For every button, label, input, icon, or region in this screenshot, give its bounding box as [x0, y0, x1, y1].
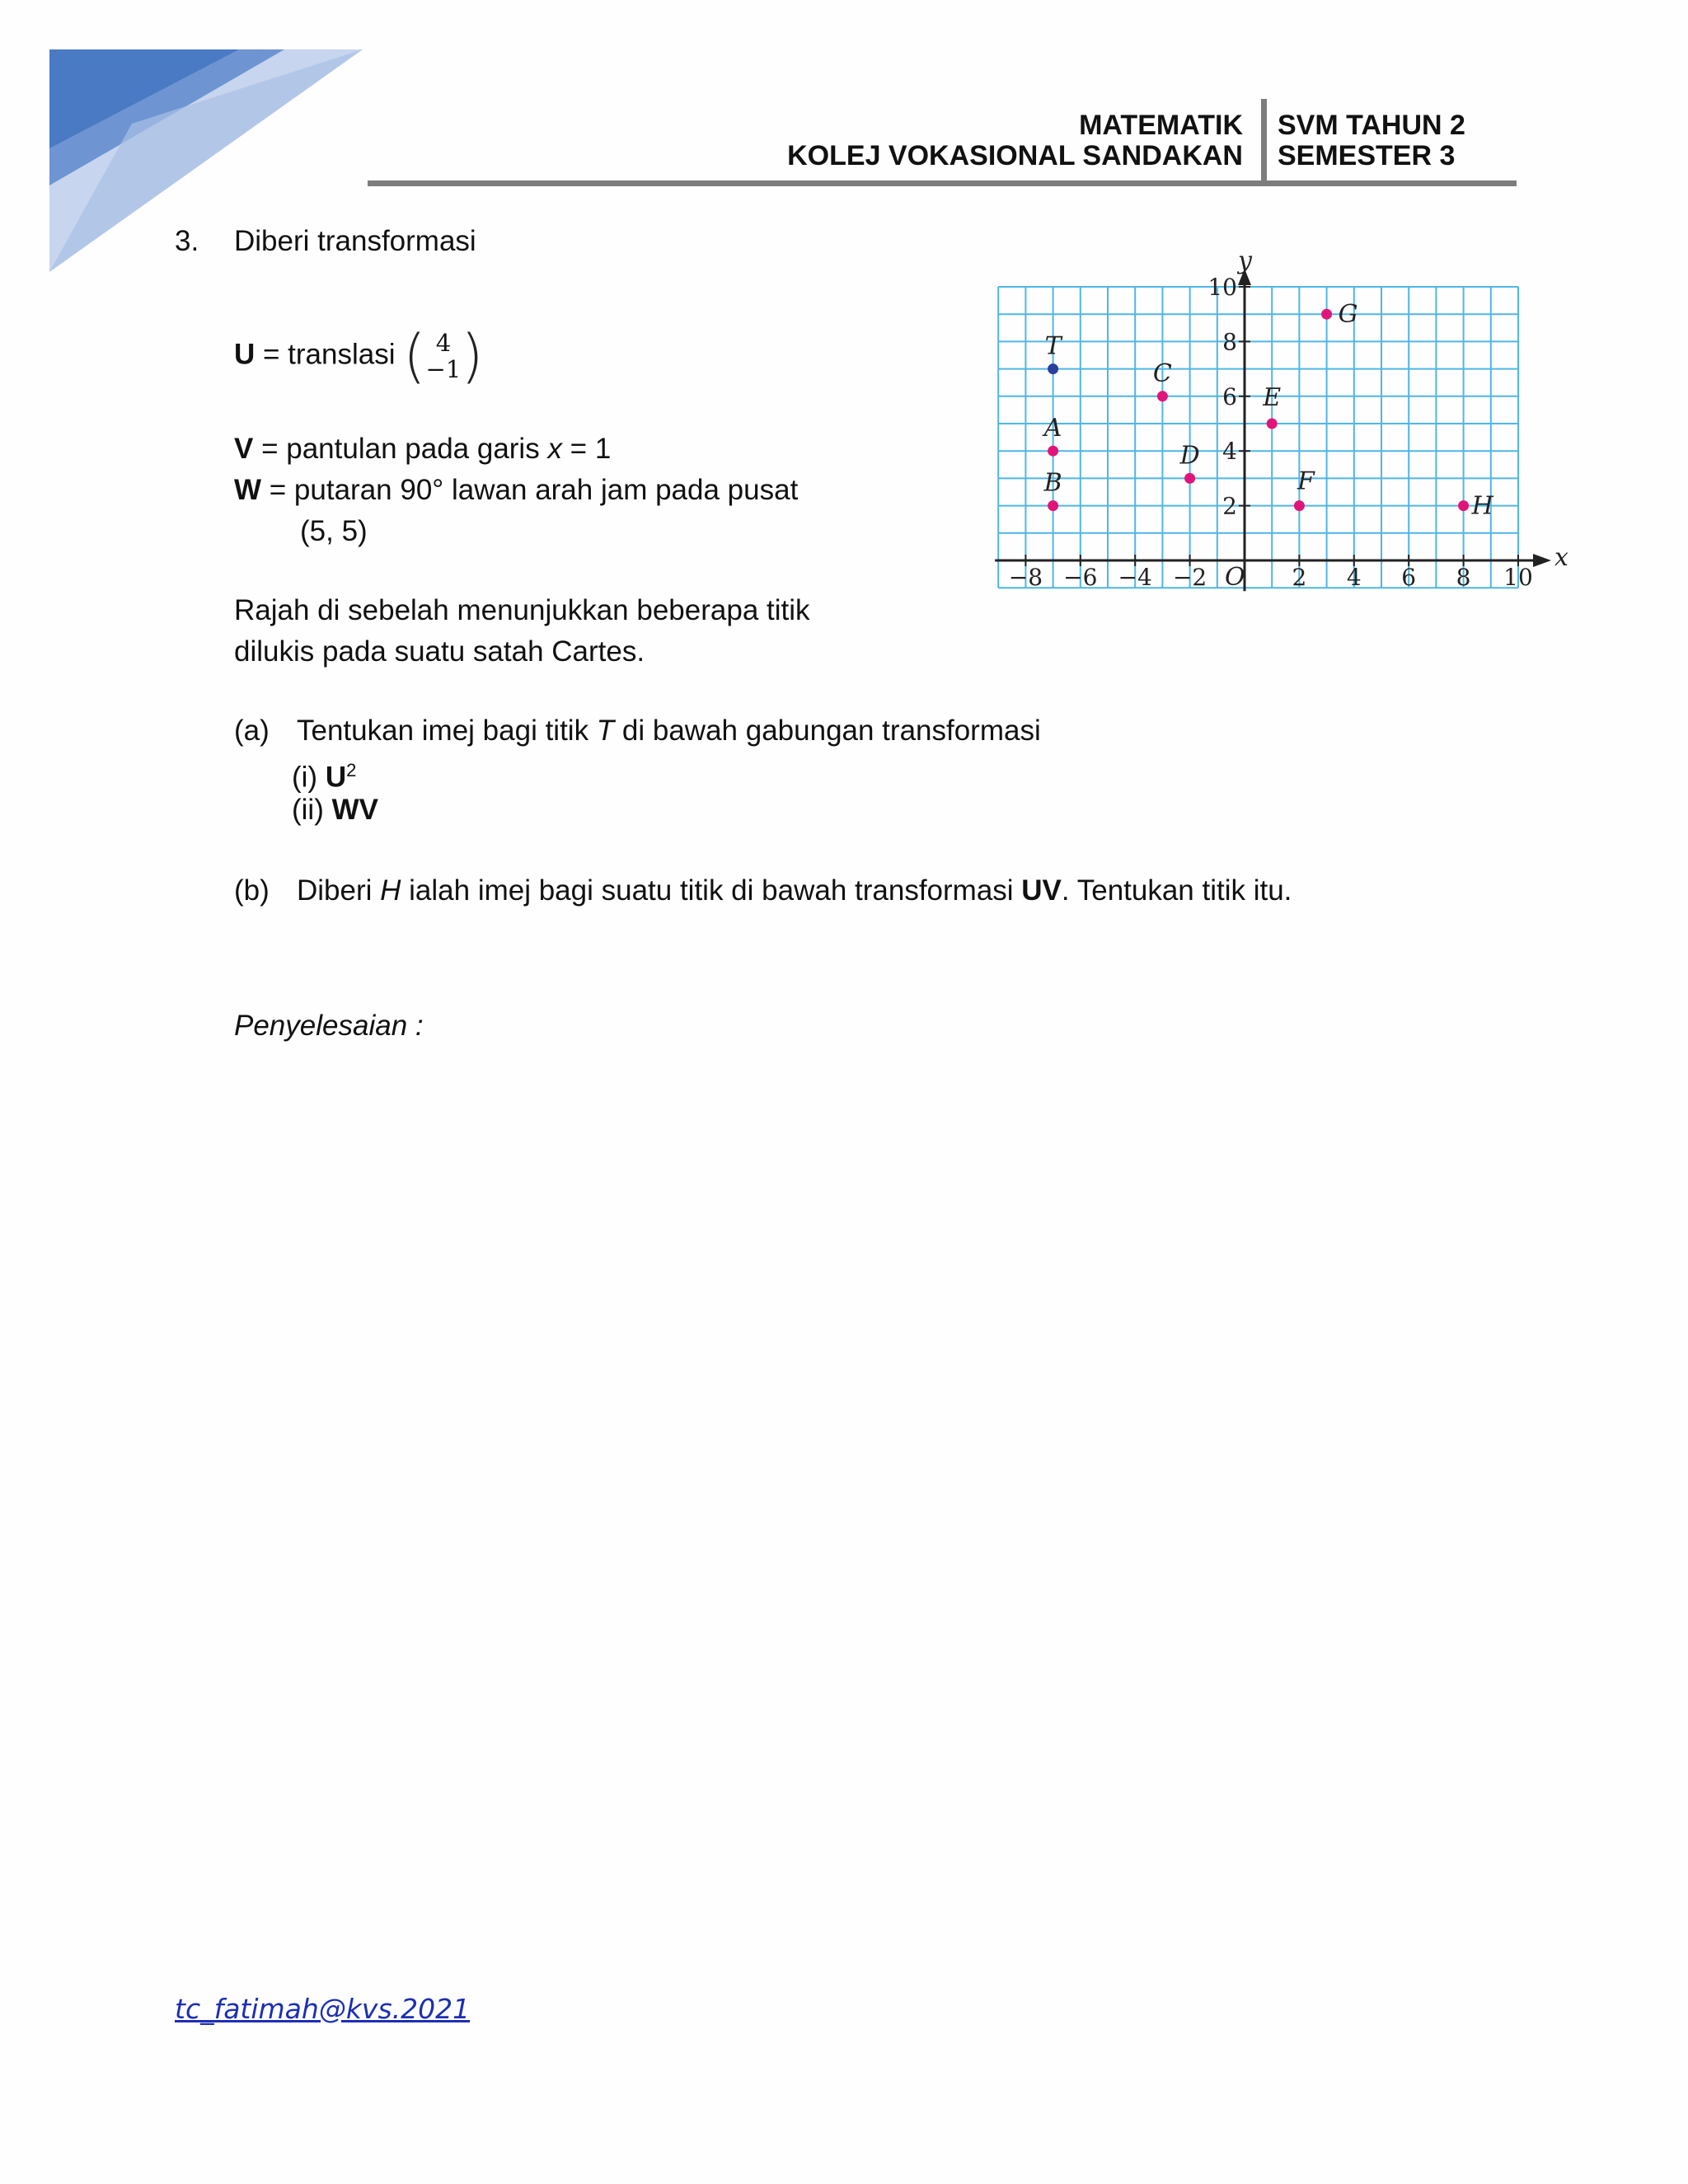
header-divider	[1261, 99, 1267, 185]
x-tick-label: −2	[1172, 564, 1207, 591]
solution-label: Penyelesaian :	[234, 1010, 424, 1042]
y-axis-label: y	[1238, 246, 1252, 275]
desc-line2: dilukis pada suatu satah Cartes.	[234, 635, 645, 668]
y-tick-label: 4	[1222, 438, 1237, 466]
point-c	[1157, 391, 1168, 401]
x-tick-label: 10	[1503, 564, 1533, 591]
w-text: = putaran 90° lawan arah jam pada pusat	[261, 474, 799, 506]
point-a	[1048, 446, 1058, 457]
point-f	[1294, 500, 1305, 511]
u-vector-top: 4	[435, 329, 452, 357]
x-tick-label: −6	[1063, 564, 1098, 591]
question-intro: Diberi transformasi	[234, 225, 476, 257]
v-text: = pantulan pada garis	[253, 433, 548, 465]
origin-label: O	[1225, 563, 1245, 592]
point-e	[1267, 419, 1278, 429]
w-center: (5, 5)	[300, 515, 368, 547]
part-a-label: (a)	[234, 715, 270, 747]
point-label-d: D	[1179, 441, 1200, 471]
part-b-text-after: . Tentukan titik itu.	[1061, 874, 1292, 907]
point-label-h: H	[1471, 491, 1493, 521]
part-b-text-mid: ialah imej bagi suatu titik di bawah transformasi	[401, 874, 1022, 907]
x-tick-label: 4	[1346, 564, 1362, 591]
part-a-ii-bold: WV	[331, 794, 378, 826]
transform-w	[234, 473, 798, 508]
header-left	[584, 110, 1243, 171]
footer-email: tc_fatimah@kvs.2021	[175, 1993, 471, 2025]
part-b-var: H	[380, 874, 401, 907]
part-b-label: (b)	[234, 874, 270, 907]
point-b	[1048, 500, 1058, 511]
point-label-f: F	[1296, 466, 1315, 496]
v-var: x	[547, 433, 562, 465]
part-a-i-sup: 2	[346, 760, 357, 780]
desc-line1: Rajah di sebelah menunjukkan beberapa titik	[234, 594, 810, 626]
point-t	[1048, 363, 1058, 374]
w-name: W	[234, 474, 262, 506]
x-tick-label: 6	[1401, 564, 1417, 591]
point-label-e: E	[1263, 383, 1282, 412]
part-a-i-bold: U	[325, 761, 347, 794]
part-a-text	[297, 714, 1041, 748]
header-subject: MATEMATIK	[1079, 110, 1243, 141]
question-number: 3.	[175, 225, 199, 257]
y-tick-label: 8	[1222, 328, 1237, 356]
point-label-b: B	[1043, 468, 1062, 498]
part-a-i	[292, 753, 356, 795]
part-a-i-label: (i)	[292, 761, 326, 794]
part-a-ii-label: (ii)	[292, 794, 332, 826]
cartesian-plane	[993, 229, 1587, 608]
part-a-text-before: Tentukan imej bagi titik	[297, 715, 597, 747]
header-right	[1278, 110, 1465, 171]
transform-v	[234, 432, 611, 466]
v-name: V	[234, 433, 254, 465]
y-tick-label: 2	[1222, 492, 1237, 520]
u-vector-bottom: −1	[425, 355, 462, 383]
part-a-text-after: di bawah gabungan transformasi	[614, 715, 1041, 747]
part-b-text-before: Diberi	[297, 874, 381, 907]
y-tick-label: 6	[1222, 382, 1237, 410]
part-b-text	[297, 874, 1292, 908]
x-tick-label: 8	[1456, 564, 1471, 591]
part-a-var: T	[596, 715, 615, 747]
header-level: SVM TAHUN 2	[1278, 110, 1465, 141]
point-label-g: G	[1338, 300, 1358, 330]
u-vector: ( 4 −1)	[403, 322, 484, 390]
header-college: KOLEJ VOKASIONAL SANDAKAN	[787, 140, 1243, 171]
v-rest: = 1	[561, 433, 612, 465]
u-name: U	[234, 338, 256, 371]
point-d	[1184, 473, 1195, 484]
x-tick-label: −8	[1008, 564, 1043, 591]
point-label-t: T	[1044, 331, 1062, 361]
x-tick-label: 2	[1292, 564, 1307, 591]
part-a-ii	[292, 793, 378, 827]
point-g	[1321, 309, 1332, 320]
x-tick-label: −4	[1118, 564, 1152, 591]
part-b-bold: UV	[1021, 874, 1062, 907]
u-text: = translasi	[255, 338, 404, 371]
header-rule	[368, 180, 1517, 186]
header-semester: SEMESTER 3	[1278, 140, 1456, 171]
point-label-a: A	[1043, 414, 1062, 443]
point-label-c: C	[1152, 359, 1172, 388]
x-axis-label: x	[1554, 543, 1568, 572]
x-axis-arrow	[1533, 554, 1551, 567]
transform-u	[234, 322, 484, 390]
y-tick-label: 10	[1207, 274, 1237, 301]
point-h	[1458, 500, 1469, 511]
